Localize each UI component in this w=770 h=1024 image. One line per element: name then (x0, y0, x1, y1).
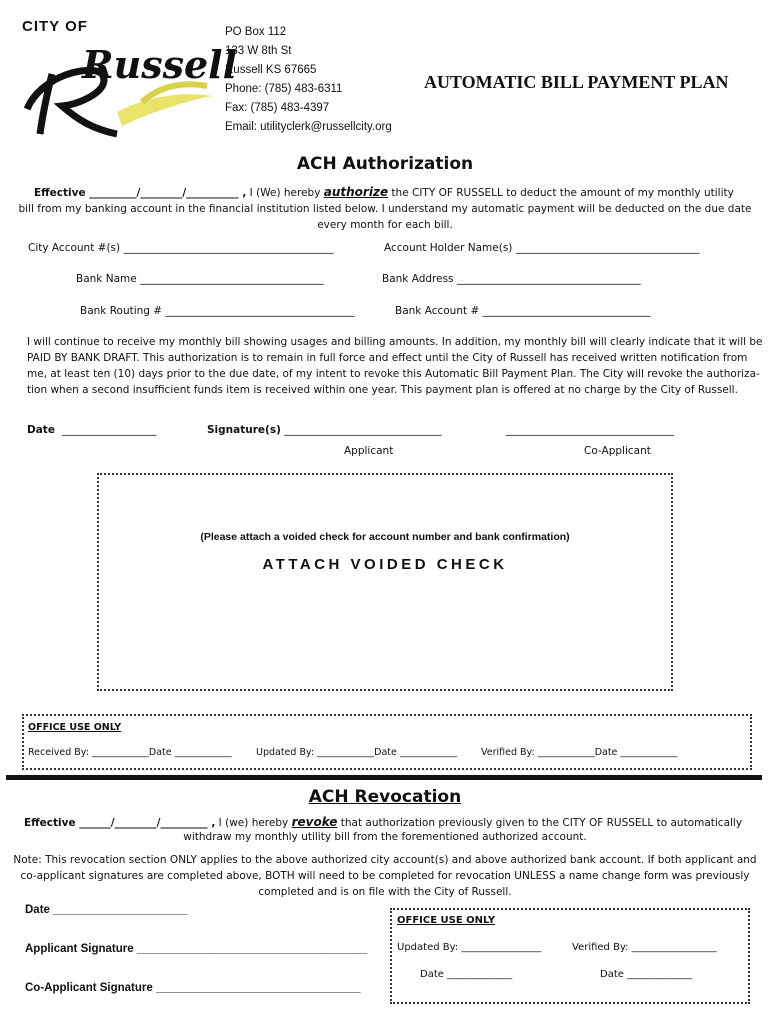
address-email: Email: utilityclerk@russellcity.org (225, 121, 392, 133)
received-by-field[interactable]: Received By: ____________Date ____________ (28, 747, 232, 758)
bank-account-field[interactable]: Bank Account # ________________________________ (395, 305, 651, 317)
revocation-effective-line (24, 815, 742, 829)
office-use-title-2: OFFICE USE ONLY (397, 915, 496, 926)
voided-check-note: (Please attach a voided check for account number and bank confirmation) (200, 531, 570, 543)
revocation-effective-label: Effective (24, 817, 76, 829)
applicant-signature-field[interactable]: ______________________________ (284, 424, 442, 436)
terms-line3: me, at least ten (10) days prior to the due date, of my intent to revoke this Automatic Bill Payment Plan. The City will revoke the authoriza- (27, 368, 760, 380)
verified-date-field-2[interactable]: Date _____________ (600, 969, 693, 980)
authorize-word: authorize (323, 185, 389, 199)
address-line1: PO Box 112 (225, 26, 287, 38)
effective-post-text: the CITY OF RUSSELL to deduct the amount of my monthly utility (388, 187, 734, 199)
revocation-post-text: that authorization previously given to the CITY OF RUSSELL to automatically (337, 817, 743, 829)
verified-by-field-1[interactable]: Verified By: ____________Date ____________ (481, 747, 678, 758)
attach-voided-check-label: ATTACH VOIDED CHECK (262, 556, 508, 573)
verified-by-field-2[interactable]: Verified By: _________________ (572, 942, 717, 953)
revoke-word: revoke (291, 815, 338, 829)
auth-line3: every month for each bill. (317, 219, 453, 231)
logo-city-of: CITY OF (22, 18, 88, 35)
effective-line (34, 185, 734, 199)
date-label: Date (27, 424, 55, 436)
logo-russell: Russell (82, 42, 238, 87)
bank-routing-field[interactable]: Bank Routing # ____________________________________ (80, 305, 355, 317)
terms-line2: PAID BY BANK DRAFT. This authorization is to remain in full force and effect until the City of Russell has received written notification from (27, 352, 748, 364)
revocation-applicant-signature[interactable]: Applicant Signature ____________________________________ (25, 943, 368, 955)
ach-authorization-heading: ACH Authorization (296, 154, 474, 174)
revocation-date-field-2[interactable]: Date _____________________ (25, 904, 188, 916)
signature-label: Signature(s) (207, 424, 281, 436)
co-applicant-signature-field[interactable]: ________________________________ (506, 424, 674, 436)
updated-by-field-1[interactable]: Updated By: ____________Date ____________ (256, 747, 457, 758)
applicant-caption: Applicant (344, 445, 394, 457)
co-applicant-caption: Co-Applicant (584, 445, 651, 457)
effective-pre-text: I (We) hereby (246, 187, 324, 199)
ach-revocation-heading: ACH Revocation (308, 787, 462, 807)
updated-date-field-2[interactable]: Date _____________ (420, 969, 513, 980)
revocation-pre-text: I (we) hereby (215, 817, 292, 829)
address-line2: 133 W 8th St (225, 45, 292, 57)
city-account-field[interactable]: City Account #(s) ________________________________________ (28, 242, 334, 254)
revocation-note3: completed and is on file with the City of Russell. (258, 886, 512, 898)
address-phone: Phone: (785) 483-6311 (225, 83, 343, 95)
bank-address-field[interactable]: Bank Address ___________________________________ (382, 273, 641, 285)
section-divider (6, 775, 762, 780)
auth-line2: bill from my banking account in the financial institution listed below. I understand my automatic payment will be deducted on the due date (18, 203, 752, 215)
revocation-date-field[interactable]: ______/________/_________ , (75, 817, 216, 829)
account-holder-field[interactable]: Account Holder Name(s) ___________________________________ (384, 242, 700, 254)
form-title: AUTOMATIC BILL PAYMENT PLAN (424, 72, 729, 92)
revocation-co-applicant-signature[interactable]: Co-Applicant Signature ________________________________ (25, 982, 361, 994)
address-fax: Fax: (785) 483-4397 (225, 102, 330, 114)
revocation-line2: withdraw my monthly utility bill from the forementioned authorized account. (183, 831, 587, 843)
office-use-title-1: OFFICE USE ONLY (28, 722, 122, 733)
effective-date-field[interactable]: _________/________/__________ , (85, 187, 247, 199)
office-use-box-1 (22, 714, 752, 770)
address-line3: Russell KS 67665 (225, 64, 317, 76)
updated-by-field-2[interactable]: Updated By: ________________ (397, 942, 542, 953)
terms-line1: I will continue to receive my monthly bill showing usages and billing amounts. In addition, my monthly bill will clearly indicate that it will be (27, 336, 763, 348)
date-field[interactable]: __________________ (62, 424, 157, 436)
voided-check-box[interactable] (97, 473, 673, 691)
effective-label: Effective (34, 187, 86, 199)
revocation-note2: co-applicant signatures are completed above, BOTH will need to be completed for revocation UNLESS a name change form was previously (20, 870, 750, 882)
bank-name-field[interactable]: Bank Name ___________________________________ (76, 273, 324, 285)
revocation-note1: Note: This revocation section ONLY applies to the above authorized city account(s) and above authorized bank account. If both applicant and (13, 854, 757, 866)
terms-line4: tion when a second insufficient funds item is received within one year. This payment plan is offered at no charge by the City of Russell. (27, 384, 738, 396)
